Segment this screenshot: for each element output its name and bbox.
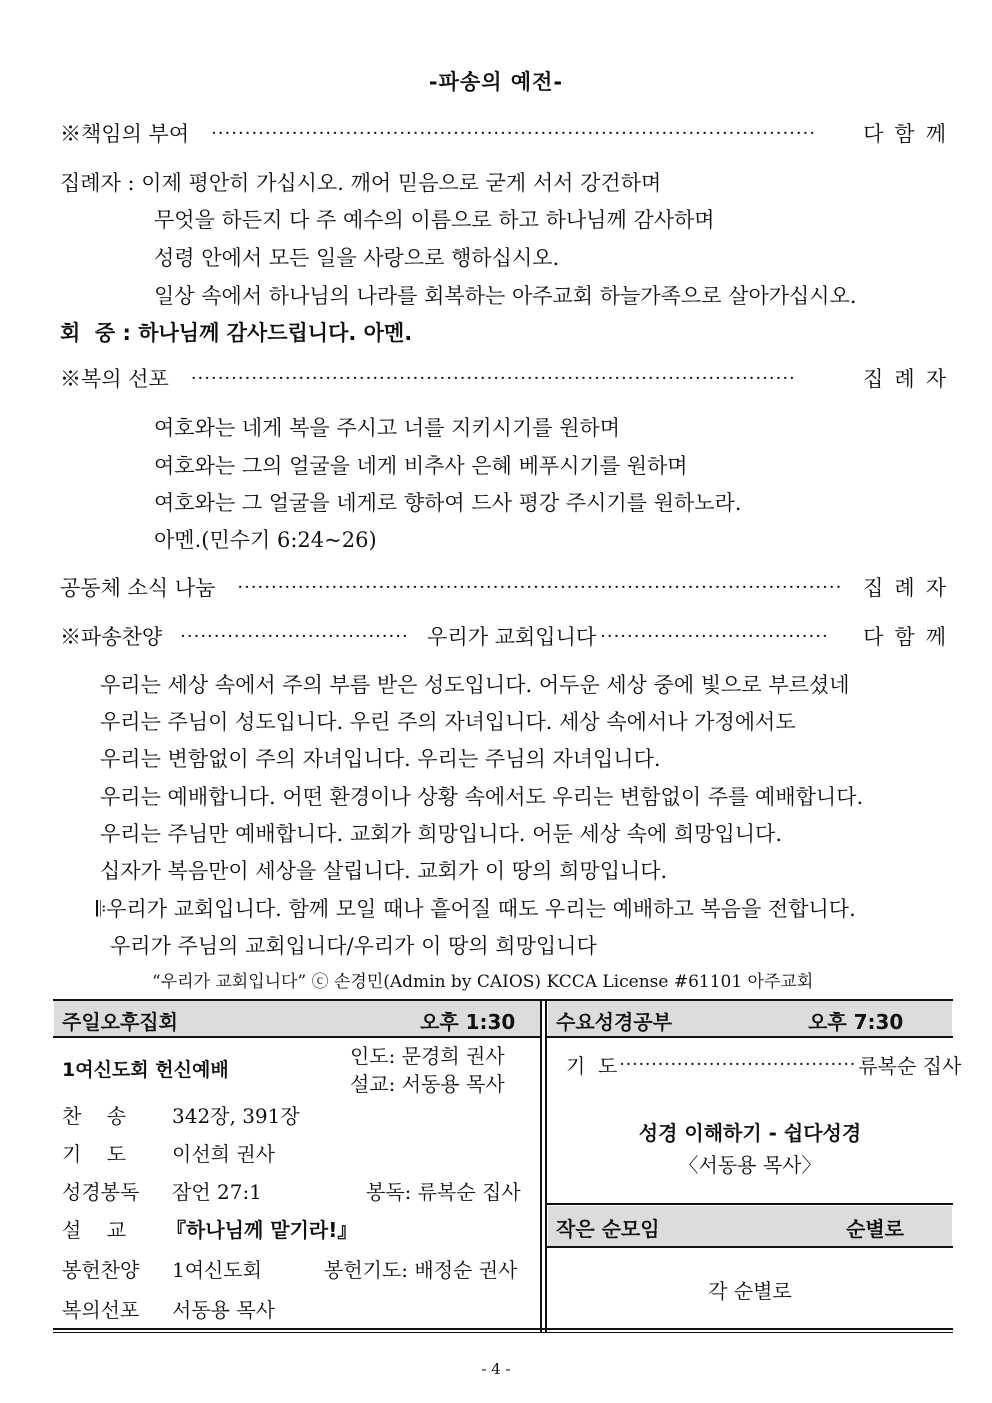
leader-prefix: 집례자 : — [60, 171, 142, 195]
table-bottom-border — [53, 1328, 953, 1330]
sunday-row-label: 찬 송 — [62, 1104, 127, 1128]
sunday-service-title: 주일오후집회 — [62, 1010, 178, 1034]
leader-line-3: 성령 안에서 모든 일을 사랑으로 행하십시오. — [154, 246, 560, 270]
lyric-line-2: 우리는 주님이 성도입니다. 우린 주의 자녀입니다. 세상 속에서나 가정에서도 — [100, 710, 796, 734]
item-performer: 집례자 — [863, 367, 957, 391]
sunday-preacher: 설교: 서동용 목사 — [350, 1072, 505, 1096]
item-responsibility — [60, 118, 957, 148]
sunday-row-value: 1여신도회 — [172, 1258, 263, 1282]
sunday-row-label: 성경봉독 — [62, 1180, 140, 1204]
item-performer: 다함께 — [863, 122, 957, 146]
table-bottom-border-thin — [53, 1332, 953, 1333]
lyric-line-5: 우리는 주님만 예배합니다. 교회가 희망입니다. 어둔 세상 속에 희망입니다. — [100, 822, 783, 846]
leader-line-4: 일상 속에서 하나님의 나라를 회복하는 아주교회 하늘가족으로 살아가십시오. — [154, 284, 857, 308]
sunday-event-name: 1여신도회 헌신예배 — [62, 1059, 229, 1081]
wednesday-study-title: 수요성경공부 — [556, 1010, 672, 1034]
sunday-row-value: 잠언 27:1 — [172, 1180, 262, 1204]
item-news — [60, 572, 957, 602]
wednesday-study-teacher: 〈서동용 목사〉 — [678, 1153, 822, 1177]
sunday-service-time: 오후 1:30 — [420, 1010, 516, 1034]
column-divider-right — [545, 999, 547, 1332]
item-label: ※책임의 부여 — [60, 122, 190, 146]
blessing-line-3: 여호와는 그 얼굴을 네게로 향하여 드사 평강 주시기를 원하노라. — [154, 491, 742, 515]
wednesday-study-topic: 성경 이해하기 - 쉽다성경 — [638, 1121, 862, 1145]
sunday-row-label: 봉헌찬양 — [62, 1258, 140, 1282]
leader-dots: ····································· — [619, 1054, 857, 1075]
table-top-border — [53, 999, 953, 1001]
small-group-top-border — [547, 1203, 953, 1205]
lyric-line-7: 𝄆우리가 교회입니다. 함께 모일 때나 흩어질 때도 우리는 예배하고 복음을 전합니다. — [96, 897, 856, 921]
leader-dots: ·························································································· — [190, 367, 796, 389]
leader-dots: ·························································································· — [211, 122, 817, 144]
lyric-line-3: 우리는 변함없이 주의 자녀입니다. 우리는 주님의 자녀입니다. — [100, 747, 661, 771]
wednesday-prayer-row — [566, 1050, 962, 1079]
small-group-header-border — [547, 1246, 953, 1248]
leader-dots: ·································· — [180, 625, 409, 647]
leader-dots: ·························································································· — [237, 576, 843, 598]
hymn-title: 우리가 교회입니다 — [427, 625, 597, 649]
lyric-line-8: 우리가 주님의 교회입니다/우리가 이 땅의 희망입니다 — [110, 934, 597, 958]
item-hymn — [60, 621, 958, 651]
item-performer: 집례자 — [863, 576, 957, 600]
copyright-credit: “우리가 교회입니다” ⓒ 손경민(Admin by CAIOS) KCCA License #61101 아주교회 — [152, 972, 814, 992]
small-group-title: 작은 순모임 — [556, 1217, 660, 1241]
sunday-row-extra: 봉독: 류복순 집사 — [366, 1180, 521, 1204]
blessing-line-2: 여호와는 그의 얼굴을 네게 비추사 은혜 베푸시기를 원하며 — [154, 454, 688, 478]
sunday-header-border — [53, 1036, 541, 1038]
congregation-response: 회 중 : 하나님께 감사드립니다. 아멘. — [60, 321, 413, 345]
sunday-row-value: 이선희 권사 — [172, 1142, 275, 1166]
sunday-row-value: 342장, 391장 — [172, 1104, 300, 1128]
sunday-row-label: 복의선포 — [62, 1298, 140, 1322]
wednesday-header-border — [547, 1036, 953, 1038]
lyric-line-6: 십자가 복음만이 세상을 살립니다. 교회가 이 땅의 희망입니다. — [100, 859, 668, 883]
page-title: -파송의 예전- — [428, 70, 564, 94]
sunday-row-label: 설 교 — [62, 1218, 127, 1242]
leader-line-1: 집례자 : 이제 평안히 가십시오. 깨어 믿음으로 굳게 서서 강건하며 — [60, 171, 662, 195]
wednesday-prayer-label: 기 도 — [566, 1054, 618, 1078]
blessing-line-4: 아멘.(민수기 6:24~26) — [154, 528, 377, 552]
sunday-row-value: 서동용 목사 — [172, 1298, 275, 1322]
sunday-row-label: 기 도 — [62, 1142, 127, 1166]
small-group-right: 순별로 — [846, 1217, 904, 1241]
small-group-body: 각 순별로 — [708, 1279, 792, 1303]
sunday-guide: 인도: 문경희 권사 — [350, 1044, 505, 1068]
wednesday-study-time: 오후 7:30 — [808, 1010, 904, 1034]
column-divider-left — [540, 999, 542, 1332]
item-label: ※복의 선포 — [60, 367, 169, 391]
item-label: ※파송찬양 — [60, 625, 163, 649]
item-blessing — [60, 363, 957, 393]
leader-line-2: 무엇을 하든지 다 주 예수의 이름으로 하고 하나님께 감사하며 — [154, 208, 715, 232]
page-number: - 4 - — [481, 1360, 511, 1378]
lyric-line-4: 우리는 예배합니다. 어떤 환경이나 상황 속에서도 우리는 변함없이 주를 예배합니다. — [100, 785, 864, 809]
sunday-row-extra: 봉헌기도: 배정순 권사 — [324, 1258, 518, 1282]
item-performer: 다함께 — [863, 625, 958, 649]
lyric-line-1: 우리는 세상 속에서 주의 부름 받은 성도입니다. 어두운 세상 중에 빛으로 부르셨네 — [100, 673, 850, 697]
leader-dots: ·································· — [600, 625, 829, 647]
blessing-line-1: 여호와는 네게 복을 주시고 너를 지키시기를 원하며 — [154, 416, 621, 440]
wednesday-prayer-name: 류복순 집사 — [858, 1054, 962, 1078]
sunday-sermon-title: 『하나님께 맡기라!』 — [166, 1218, 358, 1242]
item-label: 공동체 소식 나눔 — [60, 576, 216, 600]
